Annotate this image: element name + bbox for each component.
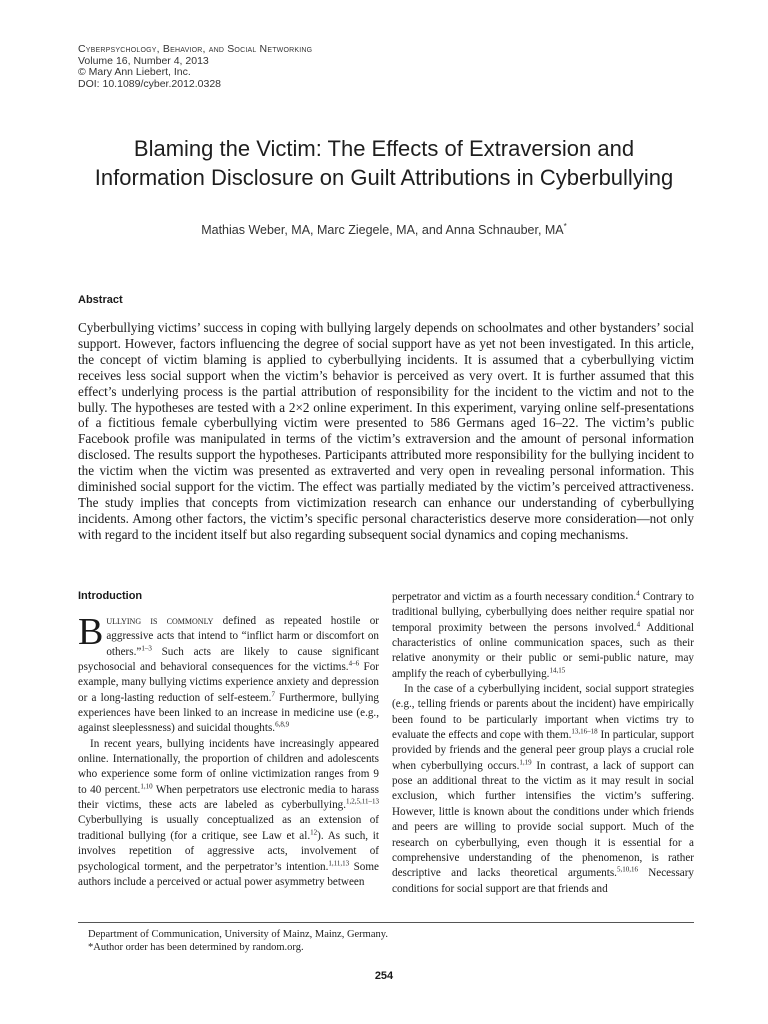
journal-copyright: © Mary Ann Liebert, Inc. [78, 66, 191, 78]
citation: 13,16–18 [571, 727, 598, 736]
citation: 6,8,9 [275, 720, 290, 729]
paragraph-text: perpetrator and victim as a fourth necessary condition. [392, 591, 637, 603]
paragraph-text: Furthermore, bullying experiences have been linked to an increase in medicine use (e.g., against sleeplessness) and suicidal thoughts. [78, 691, 379, 735]
introduction-heading: Introduction [78, 590, 143, 602]
journal-header [78, 44, 312, 90]
author-order-footnote: *Author order has been determined by random.org. [88, 941, 304, 953]
page-number: 254 [374, 970, 394, 982]
abstract-heading: Abstract [78, 294, 123, 306]
citation: 4–6 [348, 659, 360, 668]
paragraph-text: Necessary conditions for social support are that friends and [392, 867, 695, 895]
paragraph-text: When perpetrators use electronic media to harass their victims, these acts are labeled as cyberbullying. [78, 783, 379, 812]
title-line-2: Information Disclosure on Guilt Attributions in Cyberbullying [94, 165, 674, 190]
article-title [40, 134, 728, 192]
citation: 1,10 [140, 782, 153, 791]
affiliation-footnote: Department of Communication, University of Mainz, Mainz, Germany. [88, 929, 388, 940]
intro-paragraph-3 [392, 590, 694, 682]
left-column [78, 611, 380, 890]
paragraph-text: Such acts are likely to cause significant psychosocial and behavioral consequences for the victims. [78, 645, 379, 674]
author-footnote-mark: * [563, 222, 567, 231]
paragraph-text: Cyberbullying is usually conceptualized as an extension of traditional bullying (for a critique, see Law et al. [78, 814, 379, 842]
citation: 14,15 [549, 666, 566, 674]
intro-paragraph-2 [78, 737, 379, 890]
citation: 12 [310, 828, 318, 837]
citation: 7 [271, 690, 275, 698]
citation: 1,19 [519, 758, 532, 767]
title-line-1: Blaming the Victim: The Effects of Extraversion and [133, 136, 635, 161]
citation: 4 [636, 589, 640, 598]
journal-name: Cyberpsychology, Behavior, and Social Networking [78, 43, 313, 55]
citation: 4 [636, 619, 641, 628]
right-column [392, 590, 694, 897]
drop-cap: B [78, 611, 104, 653]
author-names: Mathias Weber, MA, Marc Ziegele, MA, and Anna Schnauber, MA [201, 223, 564, 238]
paragraph-text: Contrary to traditional bullying, cyberbullying does neither require spatial nor temporal proximity between the persons involved. [392, 591, 694, 634]
paragraph-text: In particular, support provided by friends and the general peer group plays a crucial role when cyberbullying occurs. [392, 729, 695, 772]
citation: 1–3 [141, 643, 152, 652]
footnotes [88, 929, 388, 954]
paragraph-text: In recent years, bullying incidents have increasingly appeared online. Internationally, the proportion of children and adolescents who experience some form of online victimization ranges from 9 to 40 percent. [78, 737, 379, 796]
intro-paragraph-1 [78, 611, 380, 737]
paragraph-text: For example, many bullying victims experience anxiety and depression or a long-lasting reduction of self-esteem. [78, 661, 380, 704]
paragraph-text: Additional characteristics of online communication spaces, such as their relative anonymity or their public or semi-public nature, may amplify the reach of cyberbullying. [392, 621, 694, 680]
intro-paragraph-4 [392, 682, 694, 897]
abstract-text: Cyberbullying victims’ success in coping with bullying largely depends on schoolmates and other bystanders’ social support. However, factors influencing the degree of social support have as yet not been investigated. In this article, the concept of victim blaming is applied to cyberbullying incidents. It is assumed that a cyberbullying victim receives less social support when the victim’s behavior is perceived as very overt. It is further assumed that this effect’s underlying process is the partial attribution of responsibility for the incident to the victim and not to the bully. The hypotheses are tested with a 2×2 online experiment. In this experiment, varying online self-presentations of a fictitious female cyberbullying victim were presented to 586 Germans aged 16–22. The victim’s public Facebook profile was manipulated in terms of the victim’s extraversion and the amount of personal information disclosed. The results support the hypotheses. Participants attributed more responsibility for the bullying incident to the victim when the victim was presented as extraverted and very open in revealing personal information. This diminished social support for the victim. The effect was partially mediated by the victim’s perceived attractiveness. The study implies that concepts from victimization research can enhance our understanding of cyberbullying incidents. Among other factors, the victim’s specific personal characteristics deserve more consideration—not only with regard to the incident itself but also regarding subsequent social dynamics and coping mechanisms. [78, 320, 694, 542]
citation: 1,2,5,11–13 [346, 797, 379, 806]
citation: 1,11,13 [328, 858, 350, 867]
author-list [40, 222, 728, 237]
lead-in-smallcaps: ullying is commonly [106, 615, 214, 627]
paragraph-text: In the case of a cyberbullying incident, social support strategies (e.g., telling friends or parents about the incident) have empirically been found to be particularly important when victims try to evaluate the effects and cope with them. [392, 683, 694, 742]
citation: 5,10,16 [616, 865, 638, 874]
paragraph-text: ). As such, it involves repetition of aggressive acts, involvement of psychological torment, and the perpetrator’s intention. [78, 829, 380, 873]
paragraph-text: Some authors include a perceived or actual power asymmetry between [78, 860, 379, 888]
journal-doi: DOI: 10.1089/cyber.2012.0328 [78, 77, 222, 90]
paragraph-text: In contrast, a lack of support can pose an additional threat to the victim as it may result in social exclusion, which further intensifies the victim’s suffering. However, little is known about the conditions under which friends and peers are willing to provide social support. Much of the research on cyberbullying, even though it is essential for a comprehensive understanding of the phenomenon, is rather descriptive and lacks theoretical arguments. [392, 759, 694, 880]
paragraph-text: defined as repeated hostile or aggressive acts that intend to “inflict harm or discomfort on others.” [106, 615, 380, 658]
journal-volume: Volume 16, Number 4, 2013 [78, 54, 209, 67]
footnote-divider [78, 922, 694, 923]
